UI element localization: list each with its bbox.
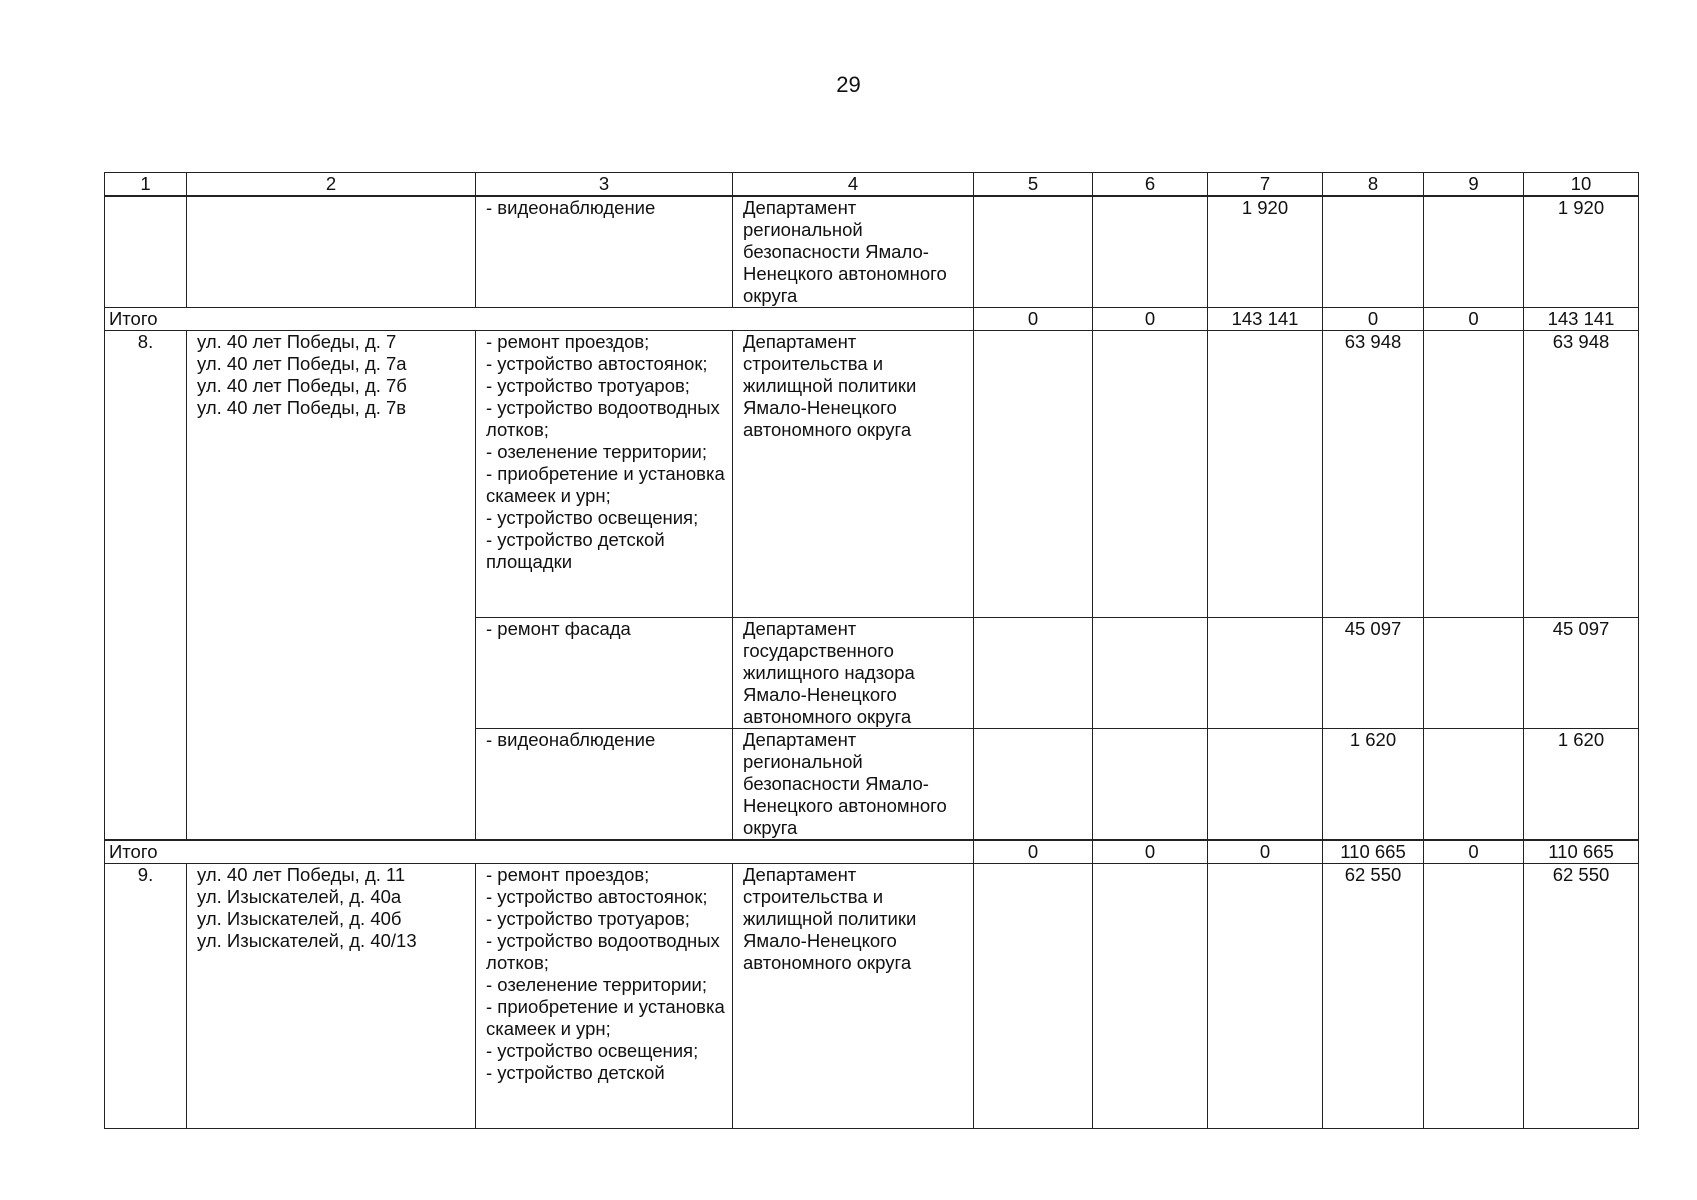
value-cell: 110 665 xyxy=(1323,840,1424,864)
work-line: - устройство водоотводных лотков; xyxy=(486,397,720,440)
work-line: - приобретение и установка скамеек и урн; xyxy=(486,463,725,506)
department-cell: Департамент государственного жилищного надзора Ямало-Ненецкого автономного округа xyxy=(733,618,974,729)
value-cell xyxy=(974,331,1093,618)
address-line: ул. 40 лет Победы, д. 7б xyxy=(197,375,407,396)
value-cell: 0 xyxy=(1208,840,1323,864)
work-line: - устройство автостоянок; xyxy=(486,886,708,907)
header-cell: 4 xyxy=(733,173,974,197)
header-cell: 8 xyxy=(1323,173,1424,197)
work-line: - устройство тротуаров; xyxy=(486,375,690,396)
value-cell xyxy=(1208,864,1323,1129)
work-cell xyxy=(476,331,733,618)
work-line: - приобретение и установка скамеек и урн; xyxy=(486,996,725,1039)
value-cell xyxy=(1208,331,1323,618)
value-cell xyxy=(1424,729,1524,841)
table-row xyxy=(105,331,1639,618)
total-label: Итого xyxy=(105,308,974,331)
header-cell: 2 xyxy=(187,173,476,197)
value-cell: 0 xyxy=(1093,308,1208,331)
address-line: ул. 40 лет Победы, д. 7в xyxy=(197,397,407,418)
item-number-cell: 8. xyxy=(105,331,187,841)
value-cell xyxy=(974,618,1093,729)
total-row xyxy=(105,308,1639,331)
work-line: - устройство тротуаров; xyxy=(486,908,690,929)
address-line: ул. 40 лет Победы, д. 7 xyxy=(197,331,397,352)
work-cell: - видеонаблюдение xyxy=(476,196,733,308)
value-cell xyxy=(1093,729,1208,841)
work-line: - устройство водоотводных лотков; xyxy=(486,930,720,973)
header-cell: 9 xyxy=(1424,173,1524,197)
value-cell: 0 xyxy=(1424,308,1524,331)
budget-table xyxy=(104,172,1639,1129)
value-cell: 1 920 xyxy=(1524,196,1639,308)
value-cell: 0 xyxy=(1323,308,1424,331)
header-cell: 7 xyxy=(1208,173,1323,197)
address-cell xyxy=(187,331,476,841)
address-line: ул. 40 лет Победы, д. 7а xyxy=(197,353,407,374)
work-cell: - ремонт фасада xyxy=(476,618,733,729)
value-cell: 143 141 xyxy=(1524,308,1639,331)
work-line: - озеленение территории; xyxy=(486,441,708,462)
total-row xyxy=(105,840,1639,864)
address-line: ул. Изыскателей, д. 40а xyxy=(197,886,402,907)
item-number-cell xyxy=(105,196,187,308)
header-cell: 3 xyxy=(476,173,733,197)
value-cell xyxy=(1424,331,1524,618)
address-cell xyxy=(187,196,476,308)
value-cell: 1 620 xyxy=(1323,729,1424,841)
value-cell: 110 665 xyxy=(1524,840,1639,864)
value-cell xyxy=(1093,618,1208,729)
department-cell: Департамент региональной безопасности Ямало-Ненецкого автономного округа xyxy=(733,729,974,841)
address-line: ул. Изыскателей, д. 40/13 xyxy=(197,930,417,951)
value-cell xyxy=(1323,196,1424,308)
department-cell: Департамент региональной безопасности Ямало-Ненецкого автономного округа xyxy=(733,196,974,308)
department-cell: Департамент строительства и жилищной политики Ямало-Ненецкого автономного округа xyxy=(733,331,974,618)
value-cell: 45 097 xyxy=(1323,618,1424,729)
address-cell xyxy=(187,864,476,1129)
value-cell xyxy=(1424,864,1524,1129)
work-line: - озеленение территории; xyxy=(486,974,708,995)
table-row xyxy=(105,196,1639,308)
address-line: ул. 40 лет Победы, д. 11 xyxy=(197,864,406,885)
value-cell: 0 xyxy=(974,308,1093,331)
value-cell xyxy=(1424,618,1524,729)
address-line: ул. Изыскателей, д. 40б xyxy=(197,908,402,929)
value-cell: 63 948 xyxy=(1323,331,1424,618)
table-header-row xyxy=(105,173,1639,197)
value-cell: 1 620 xyxy=(1524,729,1639,841)
value-cell: 63 948 xyxy=(1524,331,1639,618)
work-line: - устройство автостоянок; xyxy=(486,353,708,374)
value-cell xyxy=(974,864,1093,1129)
value-cell xyxy=(974,729,1093,841)
value-cell xyxy=(974,196,1093,308)
value-cell: 62 550 xyxy=(1524,864,1639,1129)
work-cell xyxy=(476,864,733,1129)
value-cell: 0 xyxy=(974,840,1093,864)
table-row xyxy=(105,864,1639,1129)
department-cell: Департамент строительства и жилищной политики Ямало-Ненецкого автономного округа xyxy=(733,864,974,1129)
value-cell: 62 550 xyxy=(1323,864,1424,1129)
header-cell: 5 xyxy=(974,173,1093,197)
work-cell: - видеонаблюдение xyxy=(476,729,733,841)
work-line: - устройство детской xyxy=(486,1062,665,1083)
value-cell: 1 920 xyxy=(1208,196,1323,308)
work-line: - ремонт проездов; xyxy=(486,331,650,352)
total-label: Итого xyxy=(105,840,974,864)
value-cell: 143 141 xyxy=(1208,308,1323,331)
work-line: - устройство освещения; xyxy=(486,1040,699,1061)
value-cell xyxy=(1208,729,1323,841)
header-cell: 10 xyxy=(1524,173,1639,197)
value-cell xyxy=(1093,331,1208,618)
work-line: - устройство детской площадки xyxy=(486,529,665,572)
header-cell: 1 xyxy=(105,173,187,197)
value-cell xyxy=(1093,864,1208,1129)
value-cell xyxy=(1208,618,1323,729)
value-cell: 0 xyxy=(1424,840,1524,864)
work-line: - устройство освещения; xyxy=(486,507,699,528)
work-line: - ремонт проездов; xyxy=(486,864,650,885)
value-cell xyxy=(1093,196,1208,308)
value-cell xyxy=(1424,196,1524,308)
value-cell: 0 xyxy=(1093,840,1208,864)
header-cell: 6 xyxy=(1093,173,1208,197)
item-number-cell: 9. xyxy=(105,864,187,1129)
value-cell: 45 097 xyxy=(1524,618,1639,729)
page-number: 29 xyxy=(836,72,861,97)
